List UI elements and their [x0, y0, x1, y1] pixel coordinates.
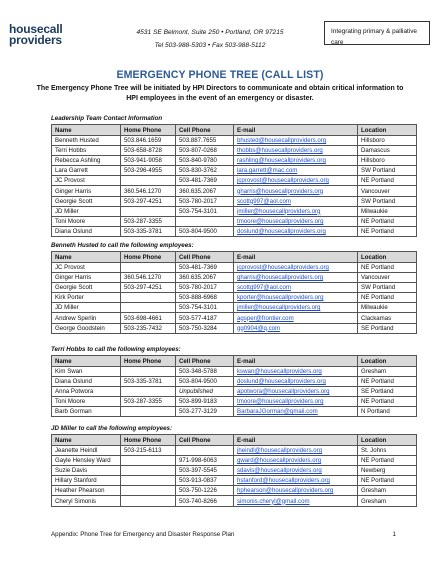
cell-name: Rebecca Ashling [52, 156, 121, 166]
cell-cell-phone: 503-481-7369 [176, 263, 234, 273]
cell-name: Jeanette Heindl [52, 446, 121, 456]
cell-location: Gresham [358, 496, 417, 506]
cell-name: Barb Gorman [52, 407, 121, 417]
cell-name: Kim Swan [52, 367, 121, 377]
cell-location: Milwaukie [358, 206, 417, 216]
cell-home-phone [121, 486, 176, 496]
table-row [52, 387, 417, 397]
cell-home-phone [121, 476, 176, 486]
table-row [52, 397, 417, 407]
cell-location: Vancouver [358, 186, 417, 196]
cell-location: SW Portland [358, 166, 417, 176]
footer-text: Appendix: Phone Tree for Emergency and Disaster Response Plan [51, 531, 235, 538]
contact-table [51, 251, 417, 334]
cell-cell-phone: 503-740-8266 [176, 496, 234, 506]
cell-cell-phone: 503-840-9780 [176, 156, 234, 166]
cell-home-phone: 503-658-8728 [121, 146, 176, 156]
table-row [52, 146, 417, 156]
page-footer [51, 531, 396, 538]
table-row [52, 466, 417, 476]
column-header-home-phone: Home Phone [121, 125, 176, 136]
cell-email[interactable]: hphearson@housecallproviders.org [234, 486, 358, 496]
cell-email[interactable]: gharris@housecallproviders.org [234, 273, 358, 283]
cell-home-phone: 503-287-3355 [121, 216, 176, 226]
cell-email[interactable]: thobbs@housecallproviders.org [234, 146, 358, 156]
cell-cell-phone: 503-754-3101 [176, 206, 234, 216]
cell-home-phone [121, 293, 176, 303]
cell-home-phone: 503-941-9058 [121, 156, 176, 166]
cell-home-phone [121, 407, 176, 417]
section-title: Leadership Team Contact Information [51, 115, 163, 122]
cell-name: JD Miller [52, 303, 121, 313]
cell-cell-phone: Unpublished [176, 387, 234, 397]
cell-home-phone: 503-698-4661 [121, 313, 176, 323]
table-row [52, 176, 417, 186]
cell-email[interactable]: scottg997@aol.com [234, 196, 358, 206]
table-row [52, 263, 417, 273]
column-header-location: Location [358, 435, 417, 446]
column-header-email: E-mail [234, 435, 358, 446]
cell-name: Diana Oslund [52, 226, 121, 236]
table-row [52, 136, 417, 146]
page-number: 1 [392, 531, 396, 538]
cell-email[interactable]: doslund@housecallproviders.org [234, 226, 358, 236]
column-header-cell-phone: Cell Phone [176, 435, 234, 446]
table-row [52, 313, 417, 323]
table-header-row [52, 356, 417, 367]
cell-cell-phone: 971-998-6063 [176, 456, 234, 466]
cell-home-phone: 503-215-6113 [121, 446, 176, 456]
cell-name: Cheryl Simonis [52, 496, 121, 506]
table-row [52, 186, 417, 196]
column-header-email: E-mail [234, 356, 358, 367]
column-header-name: Name [52, 356, 121, 367]
cell-email[interactable]: gg0904@q.com [234, 323, 358, 333]
column-header-location: Location [358, 125, 417, 136]
cell-email[interactable]: simonis.cheryl@gmail.com [234, 496, 358, 506]
table-row [52, 486, 417, 496]
cell-home-phone: 503-335-3781 [121, 377, 176, 387]
cell-email[interactable]: bhusted@housecallproviders.org [234, 136, 358, 146]
cell-location: Newberg [358, 466, 417, 476]
cell-cell-phone: 503-899-9183 [176, 397, 234, 407]
table-row [52, 456, 417, 466]
cell-email[interactable]: tmoore@housecallproviders.org [234, 397, 358, 407]
table-row [52, 206, 417, 216]
logo-line-2: providers [9, 33, 62, 47]
table-row [52, 273, 417, 283]
table-row [52, 496, 417, 506]
column-header-home-phone: Home Phone [121, 252, 176, 263]
cell-location: NE Portland [358, 226, 417, 236]
column-header-cell-phone: Cell Phone [176, 356, 234, 367]
table-row [52, 216, 417, 226]
cell-name: Benneth Husted [52, 136, 121, 146]
cell-cell-phone: 503-830-3762 [176, 166, 234, 176]
cell-email[interactable]: doslund@housecallproviders.org [234, 377, 358, 387]
cell-location: Clackamas [358, 313, 417, 323]
cell-location: SW Portland [358, 283, 417, 293]
cell-home-phone: 503.846.1659 [121, 136, 176, 146]
contact-table [51, 434, 417, 507]
cell-location: NE Portland [358, 293, 417, 303]
column-header-email: E-mail [234, 125, 358, 136]
column-header-name: Name [52, 252, 121, 263]
cell-home-phone: 503-297-4251 [121, 196, 176, 206]
cell-location: Damascus [358, 146, 417, 156]
company-logo [9, 24, 63, 46]
cell-name: Ginger Harris [52, 186, 121, 196]
intro-paragraph: The Emergency Phone Tree will be initiated by HPI Directors to communicate and obtain critical information to HPI employees in the event of an emergency or disaster. [36, 85, 404, 102]
cell-location: Gresham [358, 367, 417, 377]
page-title: EMERGENCY PHONE TREE (CALL LIST) [116, 69, 324, 81]
cell-email[interactable]: jcprovost@housecallproviders.org [234, 263, 358, 273]
cell-cell-phone [176, 446, 234, 456]
cell-cell-phone: 503-481-7369 [176, 176, 234, 186]
cell-email[interactable]: kswan@housecallproviders.org [234, 367, 358, 377]
cell-cell-phone: 503-348-5788 [176, 367, 234, 377]
cell-name: Lara Garrett [52, 166, 121, 176]
column-header-name: Name [52, 435, 121, 446]
table-row [52, 156, 417, 166]
section-title: Terri Hobbs to call the following employees: [51, 346, 181, 353]
cell-name: Anna Potwora [52, 387, 121, 397]
table-row [52, 476, 417, 486]
address-line: 4531 SE Belmont, Suite 250 • Portland, OR 97215 [136, 29, 284, 36]
section-title: Benneth Husted to call the following employees: [51, 242, 194, 249]
cell-location: NE Portland [358, 176, 417, 186]
cell-cell-phone: 503.887.7655 [176, 136, 234, 146]
cell-home-phone: 503-296-4955 [121, 166, 176, 176]
company-address [100, 26, 320, 52]
cell-name: Georgie Scott [52, 283, 121, 293]
cell-email[interactable]: lara.garrett@mac.com [234, 166, 358, 176]
contact-table [51, 355, 417, 417]
cell-email[interactable]: agsper@frontier.com [234, 313, 358, 323]
cell-home-phone: 503-335-3781 [121, 226, 176, 236]
cell-home-phone [121, 176, 176, 186]
contact-table [51, 124, 417, 237]
cell-name: Gayle Hensley Ward [52, 456, 121, 466]
column-header-cell-phone: Cell Phone [176, 125, 234, 136]
cell-location: SW Portland [358, 196, 417, 206]
cell-cell-phone: 360.635.2067 [176, 186, 234, 196]
cell-name: Toni Moore [52, 216, 121, 226]
cell-location: NE Portland [358, 476, 417, 486]
cell-name: JD Miller [52, 206, 121, 216]
cell-home-phone [121, 206, 176, 216]
cell-location: NE Portland [358, 263, 417, 273]
cell-cell-phone: 503-277-3129 [176, 407, 234, 417]
cell-name: George Goodstein [52, 323, 121, 333]
cell-name: Andrew Sperlin [52, 313, 121, 323]
cell-cell-phone: 503-750-3284 [176, 323, 234, 333]
cell-name: Toni Moore [52, 397, 121, 407]
cell-home-phone: 503-297-4251 [121, 283, 176, 293]
cell-home-phone [121, 303, 176, 313]
table-row [52, 303, 417, 313]
cell-email[interactable]: kporter@housecallproviders.org [234, 293, 358, 303]
cell-location: N Portland [358, 407, 417, 417]
table-row [52, 283, 417, 293]
cell-name: Diana Oslund [52, 377, 121, 387]
column-header-cell-phone: Cell Phone [176, 252, 234, 263]
table-row [52, 377, 417, 387]
cell-location: NE Portland [358, 397, 417, 407]
cell-cell-phone: 360.635.2067 [176, 273, 234, 283]
cell-cell-phone [176, 216, 234, 226]
table-row [52, 293, 417, 303]
cell-location: SE Portland [358, 387, 417, 397]
cell-email[interactable]: tmoore@housecallproviders.org [234, 216, 358, 226]
cell-email[interactable]: gharris@housecallproviders.org [234, 186, 358, 196]
cell-name: Kirk Porter [52, 293, 121, 303]
column-header-home-phone: Home Phone [121, 356, 176, 367]
cell-location: Milwaukie [358, 303, 417, 313]
cell-home-phone [121, 387, 176, 397]
cell-email[interactable]: jheindl@housecallproviders.org [234, 446, 358, 456]
cell-cell-phone: 503-804-9500 [176, 377, 234, 387]
cell-location: Hillsboro [358, 136, 417, 146]
tagline-box: Integrating primary & palliative care [324, 21, 430, 45]
cell-cell-phone: 503-397-5545 [176, 466, 234, 476]
cell-cell-phone: 503-888-6968 [176, 293, 234, 303]
table-header-row [52, 252, 417, 263]
cell-location: SE Portland [358, 323, 417, 333]
table-row [52, 226, 417, 236]
cell-name: Suzie Davis [52, 466, 121, 476]
cell-cell-phone: 503-913-0837 [176, 476, 234, 486]
cell-name: Heather Phearson [52, 486, 121, 496]
cell-email[interactable]: BarbaraJGorman@gmail.com [234, 407, 358, 417]
table-header-row [52, 435, 417, 446]
cell-location: Hillsboro [358, 156, 417, 166]
cell-home-phone: 503-235-7432 [121, 323, 176, 333]
cell-email[interactable]: jcprovost@housecallproviders.org [234, 176, 358, 186]
cell-cell-phone: 503-780-2017 [176, 196, 234, 206]
cell-home-phone [121, 367, 176, 377]
column-header-location: Location [358, 356, 417, 367]
cell-home-phone [121, 466, 176, 476]
cell-email[interactable]: jmiller@housecallproviders.org [234, 303, 358, 313]
cell-name: Georgie Scott [52, 196, 121, 206]
cell-home-phone: 503-287-3355 [121, 397, 176, 407]
table-row [52, 196, 417, 206]
cell-home-phone: 360.546.1270 [121, 273, 176, 283]
cell-cell-phone: 503-804-9500 [176, 226, 234, 236]
table-row [52, 446, 417, 456]
cell-email[interactable]: scottg997@aol.com [234, 283, 358, 293]
cell-location: NE Portland [358, 456, 417, 466]
cell-home-phone [121, 263, 176, 273]
cell-cell-phone: 503-780-2017 [176, 283, 234, 293]
section-title: JD Miller to call the following employees: [51, 425, 173, 432]
logo-line-1: housecall [9, 22, 63, 36]
cell-location: Vancouver [358, 273, 417, 283]
cell-cell-phone: 503-750-1226 [176, 486, 234, 496]
cell-home-phone: 360.546.1270 [121, 186, 176, 196]
cell-email[interactable]: jmiller@housecallproviders.org [234, 206, 358, 216]
cell-location: NE Portland [358, 216, 417, 226]
cell-name: JC Provost [52, 176, 121, 186]
cell-cell-phone: 503-807-0268 [176, 146, 234, 156]
phone-fax-line: Tel 503-988-5303 • Fax 503-988-5112 [154, 42, 266, 49]
cell-location: NE Portland [358, 377, 417, 387]
cell-home-phone [121, 496, 176, 506]
cell-name: Hillary Stanford [52, 476, 121, 486]
cell-name: JC Provost [52, 263, 121, 273]
column-header-name: Name [52, 125, 121, 136]
cell-location: Gresham [358, 486, 417, 496]
column-header-email: E-mail [234, 252, 358, 263]
cell-cell-phone: 503-754-3101 [176, 303, 234, 313]
table-row [52, 367, 417, 377]
cell-location: St. Johns [358, 446, 417, 456]
table-row [52, 407, 417, 417]
cell-name: Terri Hobbs [52, 146, 121, 156]
cell-name: Ginger Harris [52, 273, 121, 283]
cell-email[interactable]: sdavis@housecallproviders.org [234, 466, 358, 476]
cell-email[interactable]: hstanford@housecallproviders.org [234, 476, 358, 486]
table-row [52, 323, 417, 333]
cell-email[interactable]: rashling@housecallproviders.org [234, 156, 358, 166]
cell-cell-phone: 503-577-4187 [176, 313, 234, 323]
table-header-row [52, 125, 417, 136]
cell-email[interactable]: gward@housecallproviders.org [234, 456, 358, 466]
table-row [52, 166, 417, 176]
column-header-location: Location [358, 252, 417, 263]
column-header-home-phone: Home Phone [121, 435, 176, 446]
cell-email[interactable]: apotwora@housecallproviders.org [234, 387, 358, 397]
cell-home-phone [121, 456, 176, 466]
